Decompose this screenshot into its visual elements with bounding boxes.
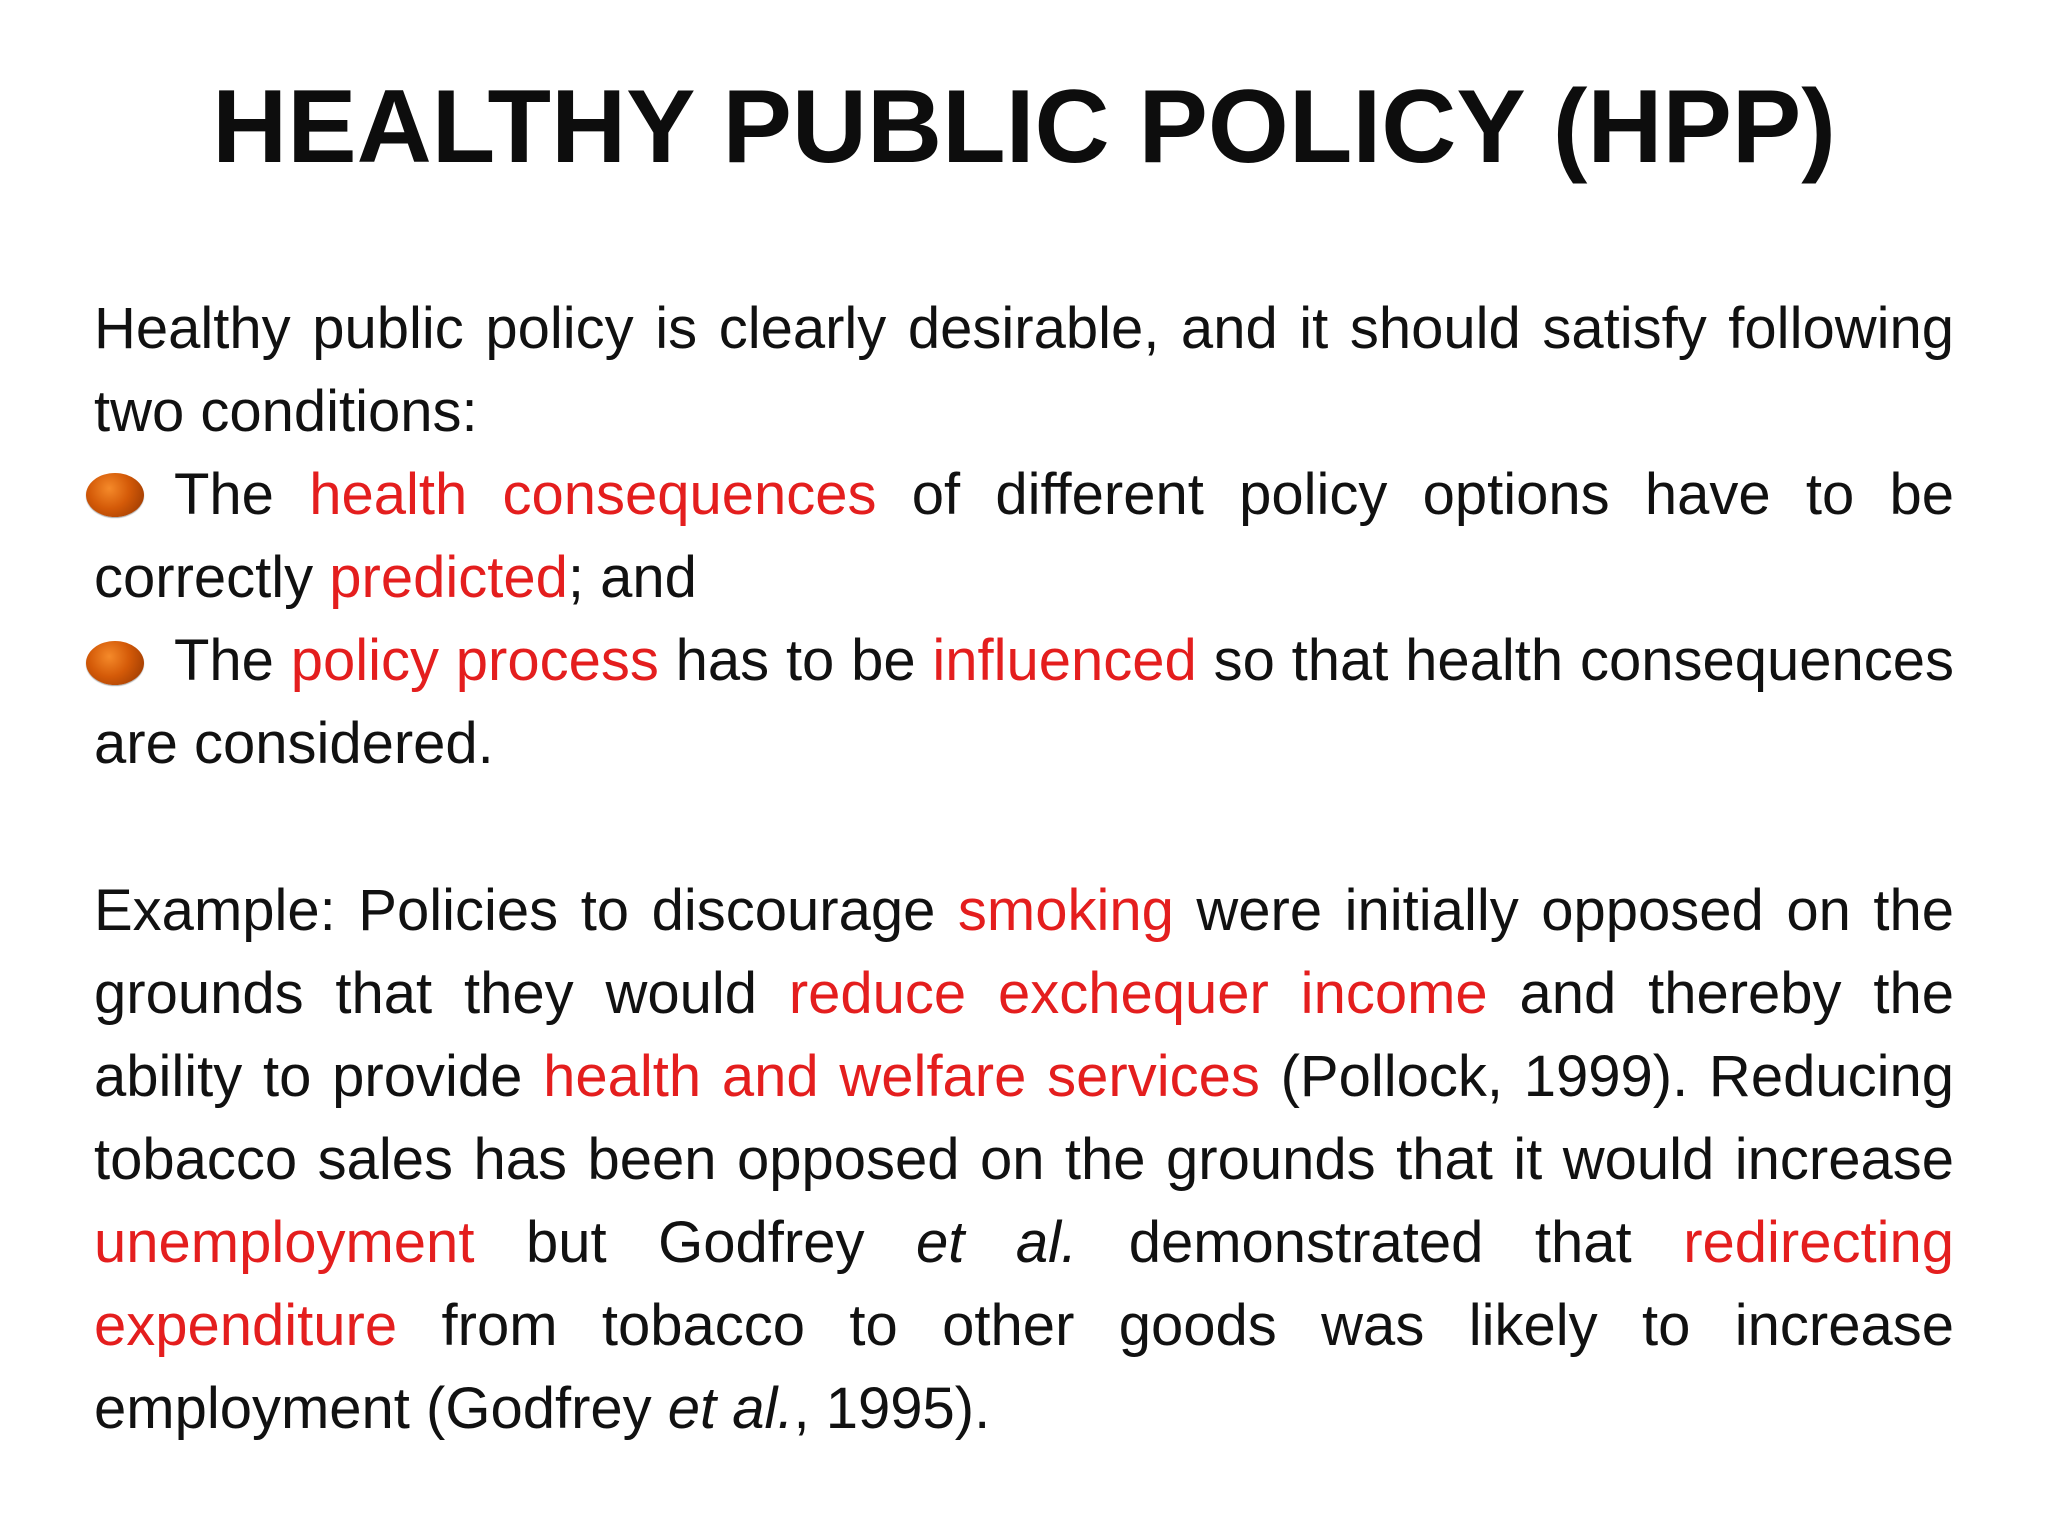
bullet-text: The policy process has to be influenced so that health consequences are considered.	[94, 628, 1954, 776]
highlight-policy-process: policy process	[290, 628, 659, 693]
italic-et-al: et al.	[667, 1376, 794, 1441]
slide-title: HEALTHY PUBLIC POLICY (HPP)	[212, 69, 1836, 185]
bullet-text: The health consequences of different policy options have to be correctly predicted; and	[94, 462, 1955, 610]
highlight-health-consequences: health consequences	[309, 462, 877, 527]
highlight-influenced: influenced	[932, 628, 1197, 693]
intro-block	[94, 287, 1954, 785]
orange-sphere-icon	[86, 641, 144, 685]
italic-et-al: et al.	[916, 1210, 1078, 1275]
orange-sphere-icon	[86, 473, 144, 517]
intro-paragraph: Healthy public policy is clearly desirable, and it should satisfy following two conditions:	[94, 296, 1954, 444]
highlight-smoking: smoking	[957, 878, 1174, 943]
example-paragraph: Example: Policies to discourage smoking were initially opposed on the grounds that they would reduce exchequer income and thereby the ability to provide health and welfare services (Pollock, 1999). Reducing tobacco sales has been opposed on the grounds that it would increase unemployment but Godfrey et al. demonstrated that redirecting expenditure from tobacco to other goods was likely to increase employment (Godfrey et al., 1995).	[94, 878, 1955, 1441]
bullet-item-2	[94, 619, 1954, 785]
highlight-health-welfare-services: health and welfare services	[543, 1044, 1260, 1109]
highlight-unemployment: unemployment	[94, 1210, 475, 1275]
highlight-reduce-exchequer-income: reduce exchequer income	[788, 961, 1488, 1026]
bullet-item-1	[94, 453, 1954, 619]
highlight-redirecting-expenditure: redirecting expenditure	[94, 1210, 1954, 1358]
highlight-predicted: predicted	[329, 545, 568, 610]
example-block	[94, 869, 1954, 1450]
